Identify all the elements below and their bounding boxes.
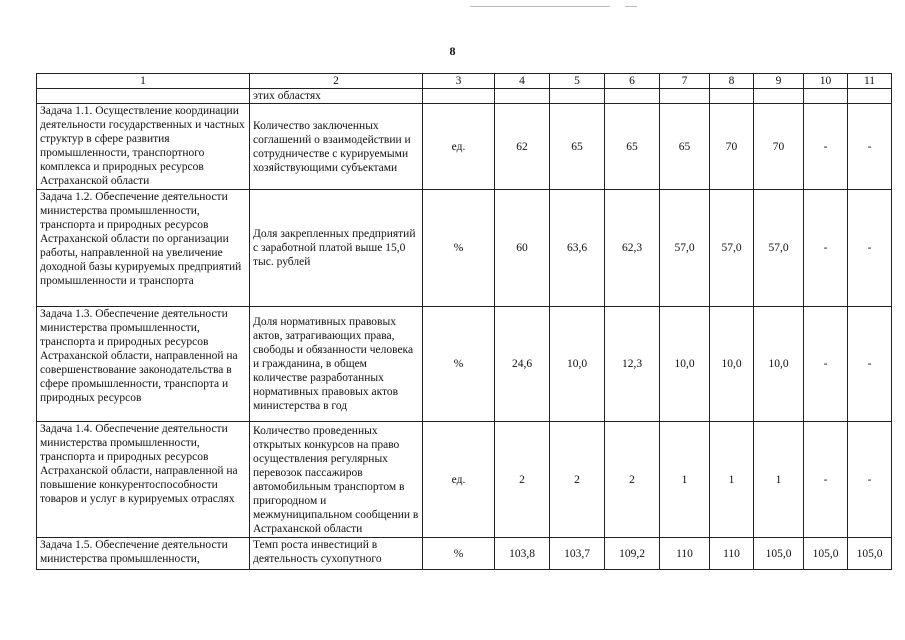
value-cell: 10,0 [754, 307, 804, 422]
column-header: 1 [37, 74, 250, 89]
column-header: 2 [250, 74, 423, 89]
task-cell: Задача 1.2. Обеспечение деятельности министерства промышленности, транспорта и природных ресурсов Астраханской области по организации работы, направленной на увеличение доходной базы курируемых предприятий промышленности и транспорта [37, 190, 250, 307]
value-cell: 110 [660, 538, 710, 570]
value-cell: 70 [710, 104, 754, 190]
indicator-cell: Количество заключенных соглашений о взаимодействии и сотрудничестве с курируемыми хозяйствующими субъектами [250, 104, 423, 190]
column-header: 11 [848, 74, 892, 89]
unit-cell: % [423, 190, 495, 307]
value-cell: 10,0 [660, 307, 710, 422]
column-header: 8 [710, 74, 754, 89]
value-cell: 12,3 [605, 307, 660, 422]
table-row [37, 538, 892, 570]
value-cell: 57,0 [660, 190, 710, 307]
value-cell: 1 [660, 422, 710, 538]
task-cell: Задача 1.5. Обеспечение деятельности министерства промышленности, [37, 538, 250, 570]
value-cell: 103,7 [550, 538, 605, 570]
value-cell: 105,0 [804, 538, 848, 570]
column-header: 3 [423, 74, 495, 89]
column-number-row [37, 74, 892, 89]
value-cell: 2 [605, 422, 660, 538]
value-cell: 10,0 [550, 307, 605, 422]
value-cell: - [848, 307, 892, 422]
table-row [37, 190, 892, 307]
column-header: 10 [804, 74, 848, 89]
value-cell: - [848, 104, 892, 190]
value-cell: 65 [660, 104, 710, 190]
value-cell: 65 [605, 104, 660, 190]
table-cell [37, 89, 250, 104]
unit-cell: % [423, 307, 495, 422]
indicators-table [36, 73, 892, 570]
indicator-cell: Доля нормативных правовых актов, затрагивающих права, свободы и обязанности человека и гражданина, в общем количестве разработанных нормативных правовых актов министерства в год [250, 307, 423, 422]
value-cell: 1 [754, 422, 804, 538]
task-cell: Задача 1.3. Обеспечение деятельности министерства промышленности, транспорта и природных ресурсов Астраханской области, направленной на совершенствование законодательства в сфере промышленности, транспорта и природных ресурсов [37, 307, 250, 422]
value-cell: - [804, 190, 848, 307]
indicator-cell: Доля закрепленных предприятий с заработной платой выше 15,0 тыс. рублей [250, 190, 423, 307]
table-row [37, 104, 892, 190]
indicator-cell: Количество проведенных открытых конкурсов на право осуществления регулярных перевозок пассажиров автомобильным транспортом в пригородном и межмуниципальном сообщении в Астраханской области [250, 422, 423, 538]
table-row [37, 422, 892, 538]
value-cell: 103,8 [495, 538, 550, 570]
column-header: 9 [754, 74, 804, 89]
column-header: 4 [495, 74, 550, 89]
task-cell: Задача 1.1. Осуществление координации деятельности государственных и частных структур в сфере развития промышленности, транспортного комплекса и природных ресурсов Астраханской области [37, 104, 250, 190]
column-header: 7 [660, 74, 710, 89]
value-cell: 57,0 [754, 190, 804, 307]
value-cell: 110 [710, 538, 754, 570]
continuation-row [37, 89, 892, 104]
value-cell: 24,6 [495, 307, 550, 422]
unit-cell: ед. [423, 104, 495, 190]
value-cell: - [804, 104, 848, 190]
value-cell: 70 [754, 104, 804, 190]
scan-artifact-line [470, 6, 610, 7]
value-cell: 62 [495, 104, 550, 190]
task-cell: Задача 1.4. Обеспечение деятельности министерства промышленности, транспорта и природных ресурсов Астраханской области, направленной на повышение конкурентоспособности товаров и услуг в курируемых отраслях [37, 422, 250, 538]
table-row [37, 307, 892, 422]
value-cell: 109,2 [605, 538, 660, 570]
value-cell: 57,0 [710, 190, 754, 307]
value-cell: 65 [550, 104, 605, 190]
indicator-cell: Темп роста инвестиций в деятельность сухопутного [250, 538, 423, 570]
unit-cell: % [423, 538, 495, 570]
column-header: 6 [605, 74, 660, 89]
value-cell: - [804, 307, 848, 422]
value-cell: 62,3 [605, 190, 660, 307]
value-cell: 105,0 [848, 538, 892, 570]
value-cell: 2 [550, 422, 605, 538]
value-cell: - [848, 422, 892, 538]
unit-cell: ед. [423, 422, 495, 538]
page-number: 8 [449, 44, 456, 58]
value-cell: 2 [495, 422, 550, 538]
value-cell: 105,0 [754, 538, 804, 570]
value-cell: - [848, 190, 892, 307]
value-cell: - [804, 422, 848, 538]
value-cell: 63,6 [550, 190, 605, 307]
column-header: 5 [550, 74, 605, 89]
value-cell: 10,0 [710, 307, 754, 422]
scan-artifact-line [625, 6, 637, 7]
continuation-text: этих областях [250, 89, 423, 104]
value-cell: 1 [710, 422, 754, 538]
value-cell: 60 [495, 190, 550, 307]
